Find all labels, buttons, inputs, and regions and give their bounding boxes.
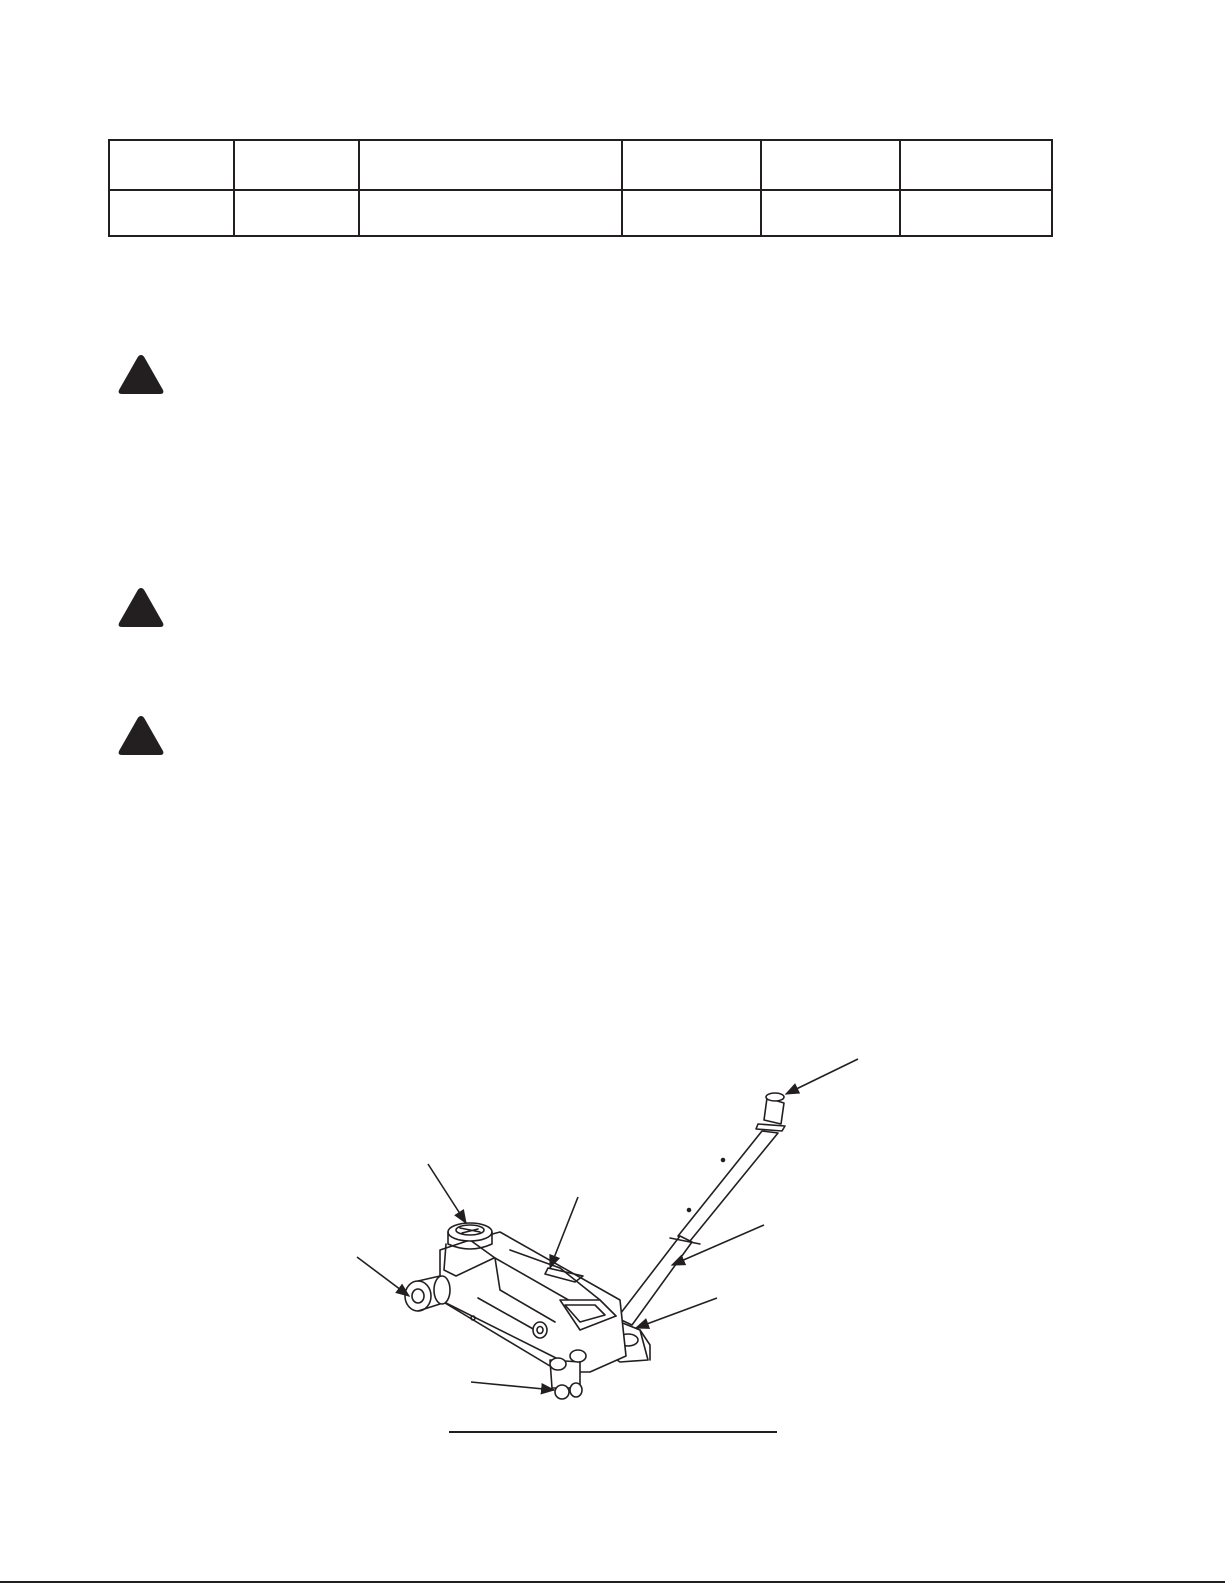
spec-cell <box>761 190 900 236</box>
spec-table-header-row <box>109 140 1052 190</box>
handle <box>617 1093 785 1325</box>
spec-table-value-row <box>109 190 1052 236</box>
warning-triangle-icon <box>116 713 166 758</box>
spec-cell <box>234 140 359 190</box>
spec-cell <box>234 190 359 236</box>
spec-cell <box>900 190 1052 236</box>
spec-cell <box>761 140 900 190</box>
spec-cell <box>109 140 234 190</box>
jack-drawing <box>405 1093 785 1399</box>
warning-triangle-icon <box>116 352 166 397</box>
spec-cell <box>622 190 761 236</box>
warning-triangle-icon <box>116 585 166 630</box>
spec-cell <box>359 190 622 236</box>
spec-cell <box>109 190 234 236</box>
callout-arrow-front-wheel <box>357 1257 409 1296</box>
frame <box>440 1232 626 1372</box>
figure-caption-rule <box>449 1431 777 1433</box>
spec-cell <box>359 140 622 190</box>
callout-arrow-saddle <box>428 1164 466 1223</box>
spec-cell <box>622 140 761 190</box>
spec-cell <box>900 140 1052 190</box>
spec-table <box>108 139 1053 237</box>
callout-arrow-frame <box>550 1197 578 1268</box>
callout-arrow-caster <box>471 1382 554 1390</box>
callout-arrow-handle-grip <box>786 1059 858 1094</box>
page-bottom-rule <box>0 1581 1225 1583</box>
front-wheel <box>405 1276 450 1311</box>
floor-jack-figure <box>340 1045 880 1445</box>
